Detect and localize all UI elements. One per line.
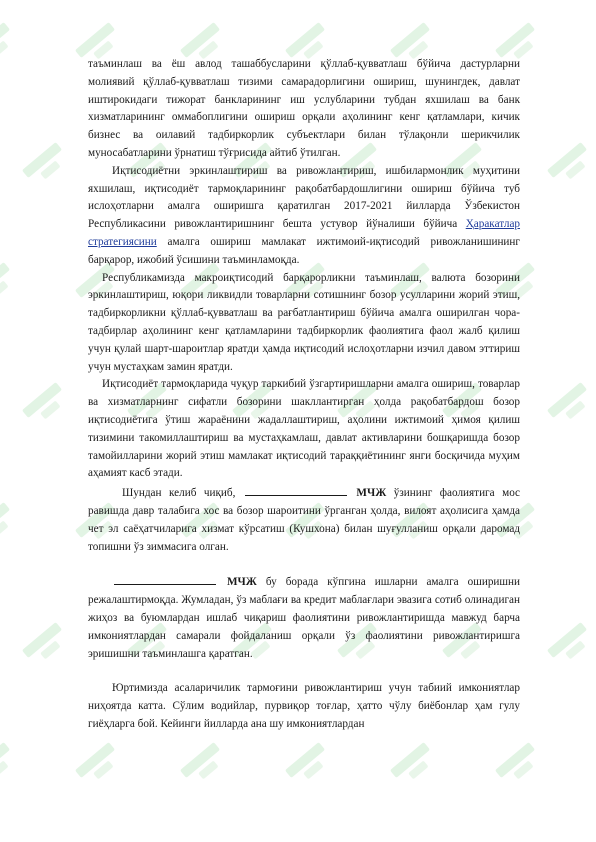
watermark-mark [75, 742, 123, 787]
watermark-mark [495, 742, 543, 787]
watermark-mark [0, 502, 18, 547]
company-type-label-2: МЧЖ [227, 576, 257, 589]
paragraph-7-text: Юртимизда асаларичилик тармоғини ривожлантириш учун табиий имкониятлар ниҳоятда катта. Сўлим водийлар, пурвиқор тоғлар, ҳатто чўлу биёбонлар ҳам гулу гиёҳларга бой. Кейинги йилларда ана шу имкониятлардан [88, 682, 520, 730]
company-name-blank-2 [114, 573, 216, 585]
watermark-mark [547, 382, 595, 427]
watermark-mark [22, 142, 70, 187]
watermark-mark [547, 622, 595, 667]
company-type-label: МЧЖ [356, 487, 387, 500]
watermark-mark [22, 382, 70, 427]
watermark-mark [0, 22, 18, 67]
paragraph-1 [88, 56, 520, 163]
paragraph-2-text-after: амалга ошириш мамлакат ижтимоий-иқтисодий ривожланишининг барқарор, ижобий ўсишини таъминламоқда. [88, 235, 520, 266]
paragraph-5-text-before: Шундан келиб чиқиб, [122, 487, 236, 500]
document-body [88, 56, 520, 734]
paragraph-2-text-before: Иқтисодиётни эркинлаштириш ва ривожлантириш, ишбилармонлик муҳитини яхшилаш, иқтисодиёт тармоқларининг рақобатбардошлигини ошириш бўйича туб ислоҳотларни амалга оширишга қаратилган 2017-2021 йилларда Ўзбекистон Республикасини ривожлантиришнинг бешта устувор йўналиши бўйича [88, 164, 520, 231]
watermark-mark [285, 742, 333, 787]
watermark-mark [180, 742, 228, 787]
watermark-mark [22, 622, 70, 667]
paragraph-3-text: Республикамизда макроиқтисодий барқарорликни таъминлаш, валюта бозорини эркинлаштириш, юқори ликвидли товарларни сотишнинг бозор усулларини жорий этиш, тадбиркорликни қўллаб-қувватлаш ва рағбатлантириш бўйича амалга оширилган чора-тадбирлар аҳолининг кенг қатламларини тадбиркорлик фаолиятига фаол жалб қилиш учун қулай шарт-шароитлар яратди ҳамда иқтисодий ислоҳотларни изчил давом эттириш учун мустаҳкам замин яратди. [88, 271, 520, 373]
watermark-mark [0, 742, 18, 787]
action-strategy-link[interactable]: Ҳаракатлар стратегиясини [88, 218, 521, 248]
watermark-mark [547, 142, 595, 187]
paragraph-6 [88, 573, 520, 663]
paragraph-1-text: таъминлаш ва ёш авлод ташаббусларини қўллаб-қувватлаш бўйича дастурларни молиявий қўллаб-қувватлаш тизими самарадорлигини ошириш, шунингдек, давлат иштирокидаги тижорат банкларининг иш услубларини тубдан яхшилаш ва банк хизматларининг оммабоплигини ошириш орқали аҳолининг кенг қатламлари, кичик бизнес ва оилавий тадбиркорлик субъектлари билан тўлақонли шерикчилик муносабатларини ўрнатиш тўғрисида айтиб ўтилган. [88, 58, 520, 159]
paragraph-3 [88, 270, 520, 377]
company-name-blank [245, 484, 347, 496]
watermark-mark [0, 262, 18, 307]
paragraph-7 [88, 680, 520, 733]
watermark-mark [390, 742, 438, 787]
paragraph-2 [88, 163, 520, 270]
paragraph-5-text-after: ўзининг фаолиятига мос равишда давр талабига хос ва бозор шароитини ўрганган ҳолда, вилоят аҳолисига ҳамда чет эл саёҳатчиларига хизмат кўрсатиш (Кушхона) билан шуғулланиш орқали даромад топишни ўз зиммасига олган. [88, 487, 521, 553]
paragraph-6-text: бу борада кўпгина ишларни амалга оширишни режалаштирмоқда. Жумладан, ўз маблағи ва кредит маблағлари эвазига сотиб олинадиган жиҳоз ва буюмлардан ишлаб чиқариш фаолиятини ривожлантиришда мавжуд барча имкониятлардан самарали фойдаланиш орқали ўз фаолиятини ривожлантиришга эришишни таъминлашга қаратган. [88, 576, 520, 660]
paragraph-4-text: Иқтисодиёт тармоқларида чуқур таркибий ўзгартиришларни амалга ошириш, товарлар ва хизматларнинг сифатли бозорини шакллантирган ҳолда рақобатбардош бозор иқтисодиётига ўтиш жараёнини жадаллаштириш, аҳолини ижтимоий ҳимоя қилиш тизимини такомиллаштириш ва мустаҳкамлаш, давлат активларини бошқаришда бозор тамойилларини жорий этиш мамлакат иқтисодий тараққиётининг янги босқичида муҳим аҳамият касб этади. [88, 378, 520, 480]
paragraph-5 [88, 484, 520, 556]
paragraph-4 [88, 376, 520, 483]
